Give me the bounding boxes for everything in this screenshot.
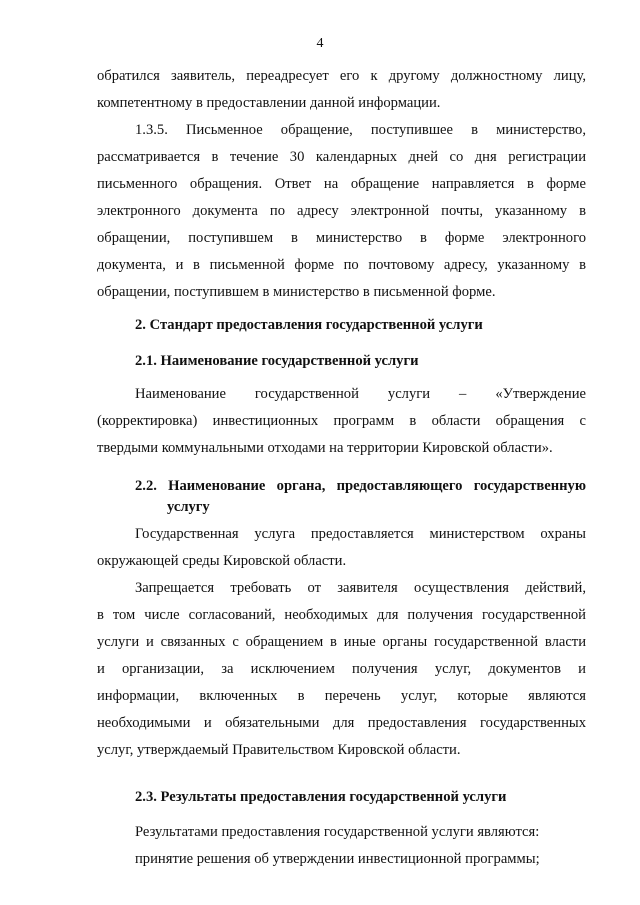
text-line: принятие решения об утверждении инвестиционной программы; [135,851,540,867]
text-line: 1.3.5. Письменное обращение, поступившее в министерство, [135,122,586,138]
section-heading-2-1: 2.1. Наименование государственной услуги [135,353,419,369]
text-line: услуги и связанных с обращением в иные органы государственной власти [97,634,586,650]
text-line: обратился заявитель, переадресует его к другому должностному лицу, [97,68,586,84]
paragraph-2-3 [97,819,586,873]
text-line: твердыми коммунальными отходами на территории Кировской области». [97,440,553,456]
section-heading-2-3: 2.3. Результаты предоставления государственной услуги [135,789,507,805]
section-heading-2-2 [135,473,586,521]
text-line: Результатами предоставления государственной услуги являются: [135,824,540,840]
text-line: компетентному в предоставлении данной информации. [97,95,441,111]
text-line: обращении, поступившем в министерство в форме электронного [97,230,586,246]
text-line: (корректировка) инвестиционных программ в области обращения с [97,413,586,429]
text-line: электронного документа по адресу электронной почты, указанному в [97,203,586,219]
text-line: рассматривается в течение 30 календарных дней со дня регистрации [97,149,586,165]
text-line: Наименование государственной услуги – «Утверждение [135,386,586,402]
paragraph-2-1 [97,381,586,462]
section-heading-2: 2. Стандарт предоставления государственной услуги [135,317,483,333]
text-line: и организации, за исключением получения услуг, документов и [97,661,586,677]
text-line: Запрещается требовать от заявителя осуществления действий, [135,580,586,596]
page-number: 4 [316,36,324,51]
heading-line: 2.2. Наименование органа, предоставляющего государственную [135,478,586,494]
text-line: Государственная услуга предоставляется министерством охраны [135,526,586,542]
text-line: информации, включенных в перечень услуг, которые являются [97,688,586,704]
text-line: обращении, поступившем в министерство в письменной форме. [97,284,496,300]
text-line: необходимыми и обязательными для предоставления государственных [97,715,586,731]
text-line: окружающей среды Кировской области. [97,553,347,569]
paragraph-2-2-a [97,521,586,575]
text-line: в том числе согласований, необходимых для получения государственной [97,607,586,623]
heading-line: услугу [167,499,210,515]
text-line: документа, и в письменной форме по почтовому адресу, указанному в [97,257,586,273]
paragraph-2-2-b [97,575,586,764]
paragraph-intro [97,63,586,117]
paragraph-1-3-5 [97,117,586,306]
text-line: услуг, утверждаемый Правительством Кировской области. [97,742,461,758]
text-line: письменного обращения. Ответ на обращение направляется в форме [97,176,586,192]
